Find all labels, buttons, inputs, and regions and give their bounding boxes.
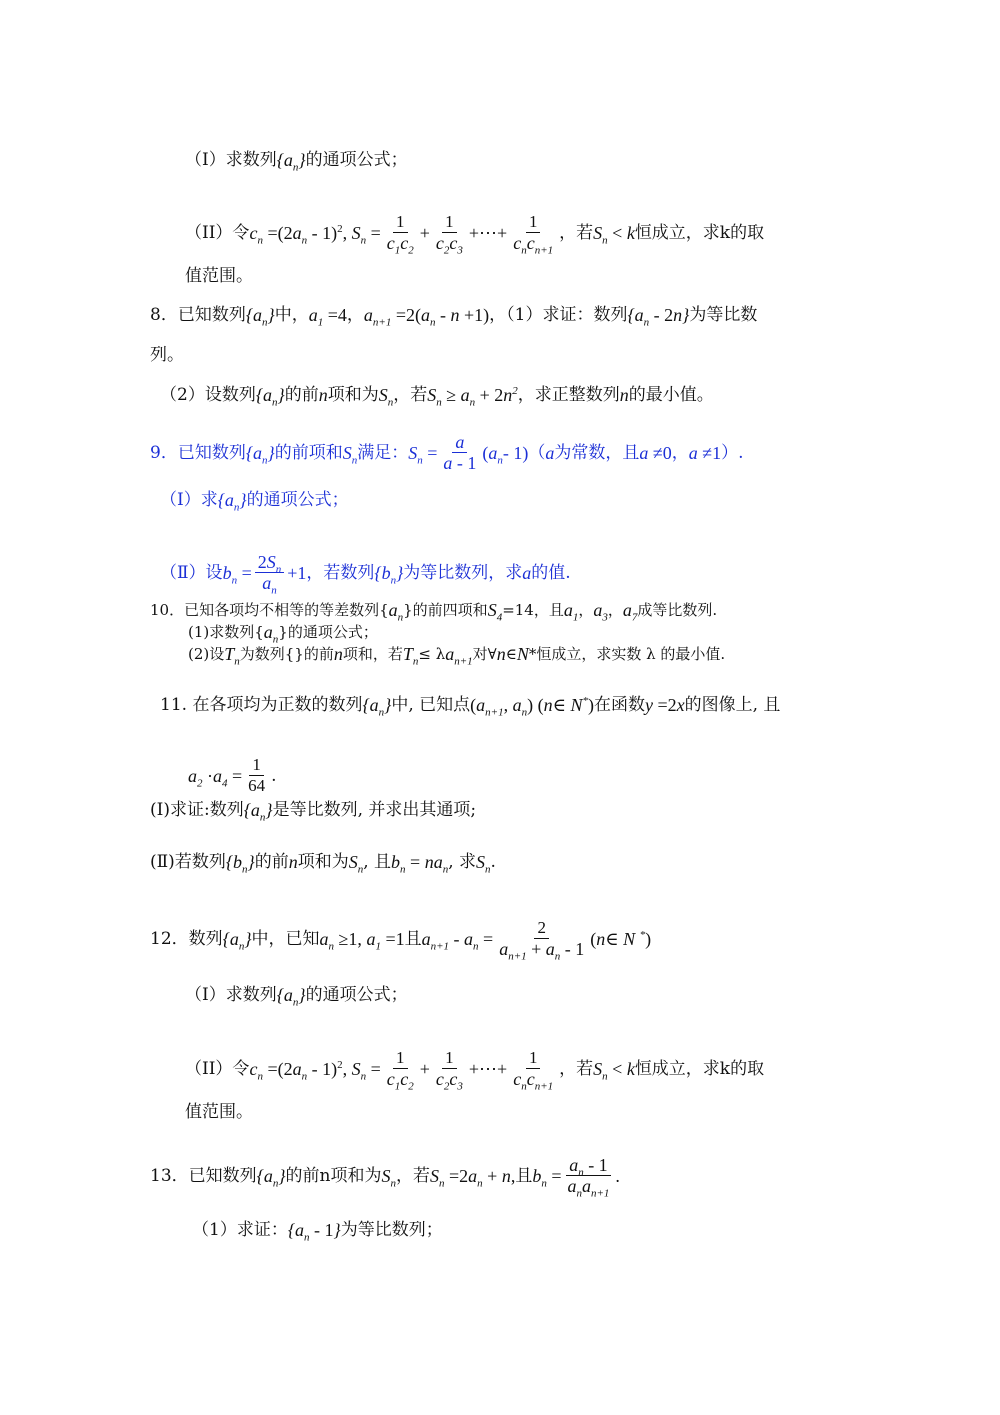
question-9: 9．已知数列 $\{a_n\}$ 的前项和 $S_n$ 满足： $S_n$ = $\frac{a}{a - 1}$ ( $a_n$ - 1) （ a 为常数，且 a ≠0 ， a ≠1 ）. (150, 432, 744, 473)
question-9-part1: （Ⅰ）求 $\{a_n\}$ 的通项公式； (160, 490, 349, 514)
question-10: 10．已知各项均不相等的等差数列{ $a_n$ }的前四项和 $S_4$ =14，且 $a_1$ ， $a_3$ ， $a_7$ 成等比数列. (150, 600, 718, 624)
question-10-part2: (2)设 $T_n$ 为数列{}的前 n 项和，若 $T_n$ ≤ λ $a_{n+1}$ 对∀ n ∈ N *恒成立，求实数 λ 的最小值. (188, 644, 726, 668)
question-12-part1: （I）求数列 $\{a_n\}$ 的通项公式； (185, 985, 408, 1009)
question-11-part2: (Ⅱ)若数列 $\{b_n\}$ 的前 n 项和为 $S_n$ , 且 $b_n = na_n$ , 求 $S_n$ . (150, 852, 496, 876)
question-13: 13．已知数列 $\{a_n\}$ 的前n项和为 $S_n$ ，若 $S_n =2a_n + n$, 且 $b_n$ = $\frac{a_n - 1}{a_na_{n+1}}$ . (150, 1155, 620, 1200)
question-8-part2: （2）设数列 $\{a_n\}$ 的前 n 项和为 $S_n$ ，若 $S_n \ge a_n + 2n^2$ ，求正整数列 n 的最小值。 (160, 385, 714, 409)
question-11-part1: (Ⅰ)求证:数列 $\{a_n\}$ 是等比数列, 并求出其通项; (150, 800, 477, 824)
question-12: 12．数列 $\{a_n\}$ 中，已知 $a_n \ge 1$, $a_1 =1$ 且 $a_{n+1} - a_n$ = $\frac{2}{a_{n+1} + a_n - 1}$ (n∈ N *) (150, 918, 652, 963)
question-8-wrap: 列。 (150, 345, 184, 365)
question-9-part2: （Ⅱ）设 $b_n$ = $\frac{2S_n}{a_n}$ +1 ，若数列 $\{b_n\}$ 为等比数列，求 a 的值. (160, 552, 571, 597)
question-13-part1: （1）求证： $\{a_n - 1\}$ 为等比数列； (192, 1220, 443, 1244)
question-11-condition: $a_2 \cdot a_4$ = $\frac{1}{64}$ . (188, 755, 277, 795)
question-12-part2-wrap: 值范围。 (185, 1102, 253, 1122)
block-a-part2: （II）令 $c_n =(2a_n - 1)^2$, $S_n$ = $\frac{1}{c_1c_2}$ + $\frac{1}{c_2c_3}$ +⋯+ $\frac{1}{c_nc_{n+1}}$ ，若 $S_n < k$ 恒成立，求k的取 (185, 212, 765, 257)
question-10-part1: (1)求数列{ $a_n$ }的通项公式； (188, 622, 378, 646)
question-11: 11. 在各项均为正数的数列 $\{a_n\}$ 中, 已知点 ($a_{n+1}$, $a_n$) (n∈ N*) 在函数 y =2x 的图像上, 且 (160, 695, 781, 719)
block-a-part2-wrap: 值范围。 (185, 266, 253, 286)
question-12-part2: （II）令 $c_n =(2a_n - 1)^2$, $S_n$ = $\frac{1}{c_1c_2}$ + $\frac{1}{c_2c_3}$ +⋯+ $\frac{1}{c_nc_{n+1}}$ ，若 $S_n < k$ 恒成立，求k的取 (185, 1048, 765, 1093)
block-a-part1: （I）求数列 $\{a_n\}$ 的通项公式； (185, 150, 408, 174)
question-8: 8．已知数列 $\{a_n\}$ 中， $a_1 =4$ ， $a_{n+1} =2(a_n - n +1)$ ，（1）求证：数列 $\{a_n - 2n\}$ 为等比数 (150, 305, 758, 329)
